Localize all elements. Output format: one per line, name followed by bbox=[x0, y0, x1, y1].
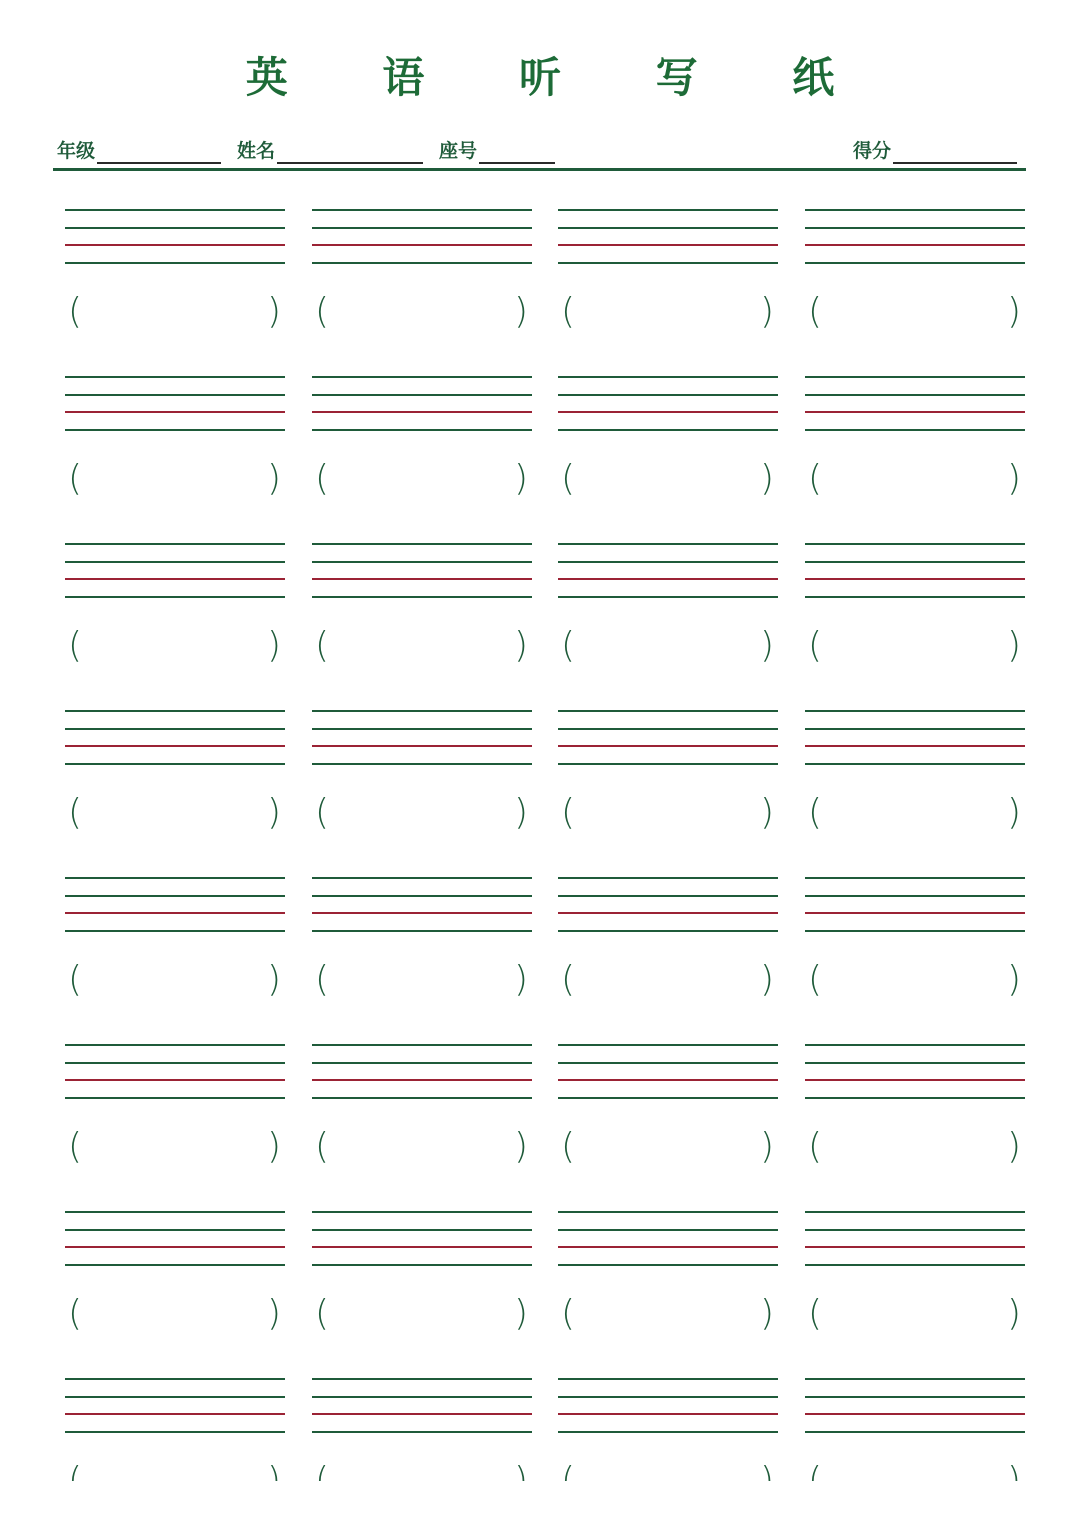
guide-line bbox=[805, 1396, 1025, 1398]
guide-line bbox=[65, 1044, 285, 1046]
answer-paren-right: ) bbox=[267, 625, 282, 666]
baseline-red bbox=[65, 1246, 285, 1248]
guide-line bbox=[312, 1264, 532, 1266]
baseline-red bbox=[312, 912, 532, 914]
answer-paren-left: ( bbox=[561, 1126, 576, 1167]
guide-line bbox=[558, 1229, 778, 1231]
guide-line bbox=[312, 376, 532, 378]
answer-paren-right: ) bbox=[267, 1293, 282, 1334]
answer-paren-left: ( bbox=[561, 458, 576, 499]
writing-cell[interactable] bbox=[558, 877, 778, 1017]
answer-paren-left: ( bbox=[68, 1126, 83, 1167]
answer-paren-left: ( bbox=[808, 291, 823, 332]
writing-cell[interactable] bbox=[805, 209, 1025, 349]
guide-line bbox=[65, 596, 285, 598]
guide-line bbox=[65, 1062, 285, 1064]
guide-line bbox=[65, 728, 285, 730]
guide-line bbox=[65, 543, 285, 545]
guide-line bbox=[805, 895, 1025, 897]
answer-paren-right: ) bbox=[760, 959, 775, 1000]
answer-paren-right: ) bbox=[1007, 959, 1022, 1000]
answer-paren-right: ) bbox=[1007, 1126, 1022, 1167]
answer-paren-left: ( bbox=[315, 625, 330, 666]
baseline-red bbox=[558, 578, 778, 580]
answer-paren-left: ( bbox=[561, 625, 576, 666]
guide-line bbox=[805, 710, 1025, 712]
answer-paren-left: ( bbox=[808, 1126, 823, 1167]
answer-paren-left: ( bbox=[808, 458, 823, 499]
baseline-red bbox=[558, 411, 778, 413]
guide-line bbox=[805, 561, 1025, 563]
grade-label: 年级 bbox=[57, 140, 96, 162]
answer-paren-right: ) bbox=[760, 291, 775, 332]
writing-cell[interactable] bbox=[65, 710, 285, 850]
guide-line bbox=[805, 1229, 1025, 1231]
guide-line bbox=[558, 394, 778, 396]
answer-paren-left: ( bbox=[561, 959, 576, 1000]
guide-line bbox=[65, 895, 285, 897]
baseline-red bbox=[65, 411, 285, 413]
writing-cell[interactable] bbox=[312, 710, 532, 850]
guide-line bbox=[805, 877, 1025, 879]
guide-line bbox=[65, 1264, 285, 1266]
writing-cell[interactable] bbox=[558, 209, 778, 349]
guide-line bbox=[312, 728, 532, 730]
guide-line bbox=[558, 1044, 778, 1046]
guide-line bbox=[805, 1378, 1025, 1380]
baseline-red bbox=[805, 1079, 1025, 1081]
guide-line bbox=[558, 429, 778, 431]
guide-line bbox=[805, 1264, 1025, 1266]
guide-line bbox=[805, 376, 1025, 378]
answer-paren-left: ( bbox=[808, 959, 823, 1000]
guide-line bbox=[312, 1431, 532, 1433]
guide-line bbox=[558, 1264, 778, 1266]
baseline-red bbox=[65, 1079, 285, 1081]
baseline-red bbox=[558, 1413, 778, 1415]
guide-line bbox=[65, 930, 285, 932]
guide-line bbox=[805, 394, 1025, 396]
writing-cell[interactable] bbox=[65, 209, 285, 349]
guide-line bbox=[558, 930, 778, 932]
guide-line bbox=[65, 429, 285, 431]
baseline-red bbox=[558, 244, 778, 246]
writing-cell[interactable] bbox=[65, 543, 285, 683]
writing-cell[interactable] bbox=[312, 209, 532, 349]
writing-cell[interactable] bbox=[312, 543, 532, 683]
guide-line bbox=[65, 209, 285, 211]
guide-line bbox=[558, 895, 778, 897]
guide-line bbox=[805, 1211, 1025, 1213]
answer-paren-right: ) bbox=[760, 625, 775, 666]
guide-line bbox=[312, 394, 532, 396]
writing-cell[interactable] bbox=[558, 376, 778, 516]
answer-paren-right: ) bbox=[514, 792, 529, 833]
baseline-red bbox=[805, 1246, 1025, 1248]
baseline-red bbox=[65, 912, 285, 914]
guide-line bbox=[312, 895, 532, 897]
guide-line bbox=[312, 710, 532, 712]
answer-paren-right: ) bbox=[1007, 291, 1022, 332]
answer-paren-right: ) bbox=[267, 291, 282, 332]
answer-paren-right: ) bbox=[514, 1126, 529, 1167]
guide-line bbox=[558, 209, 778, 211]
answer-paren-left: ( bbox=[315, 291, 330, 332]
baseline-red bbox=[558, 1079, 778, 1081]
answer-paren-left: ( bbox=[808, 792, 823, 833]
guide-line bbox=[805, 543, 1025, 545]
guide-line bbox=[805, 227, 1025, 229]
guide-line bbox=[312, 429, 532, 431]
guide-line bbox=[65, 763, 285, 765]
guide-line bbox=[312, 227, 532, 229]
answer-paren-left: ( bbox=[808, 625, 823, 666]
guide-line bbox=[558, 728, 778, 730]
guide-line bbox=[805, 930, 1025, 932]
page-title: 英 语 听 写 纸 bbox=[245, 53, 875, 102]
guide-line bbox=[805, 763, 1025, 765]
guide-line bbox=[312, 209, 532, 211]
writing-cell[interactable] bbox=[312, 877, 532, 1017]
writing-cell[interactable] bbox=[65, 877, 285, 1017]
guide-line bbox=[312, 1097, 532, 1099]
guide-line bbox=[65, 376, 285, 378]
guide-line bbox=[558, 596, 778, 598]
guide-line bbox=[312, 1062, 532, 1064]
guide-line bbox=[65, 227, 285, 229]
guide-line bbox=[65, 561, 285, 563]
baseline-red bbox=[312, 1413, 532, 1415]
guide-line bbox=[558, 1396, 778, 1398]
answer-paren-left: ( bbox=[68, 1293, 83, 1334]
writing-cell[interactable] bbox=[558, 1044, 778, 1184]
guide-line bbox=[558, 227, 778, 229]
answer-paren-left: ( bbox=[315, 1126, 330, 1167]
answer-paren-left: ( bbox=[808, 1293, 823, 1334]
answer-paren-right: ) bbox=[1007, 458, 1022, 499]
answer-paren-right: ) bbox=[1007, 1293, 1022, 1334]
guide-line bbox=[65, 394, 285, 396]
guide-line bbox=[805, 209, 1025, 211]
answer-paren-left: ( bbox=[68, 959, 83, 1000]
answer-paren-right: ) bbox=[267, 792, 282, 833]
baseline-red bbox=[558, 1246, 778, 1248]
guide-line bbox=[558, 1062, 778, 1064]
writing-cell[interactable] bbox=[805, 1044, 1025, 1184]
baseline-red bbox=[805, 411, 1025, 413]
answer-paren-right: ) bbox=[514, 291, 529, 332]
guide-line bbox=[805, 1431, 1025, 1433]
writing-cell[interactable] bbox=[65, 1211, 285, 1351]
guide-line bbox=[65, 262, 285, 264]
baseline-red bbox=[805, 244, 1025, 246]
writing-cell[interactable] bbox=[312, 376, 532, 516]
writing-cell[interactable] bbox=[65, 376, 285, 516]
guide-line bbox=[65, 1378, 285, 1380]
guide-line bbox=[312, 877, 532, 879]
guide-line bbox=[805, 596, 1025, 598]
baseline-red bbox=[312, 411, 532, 413]
guide-line bbox=[558, 877, 778, 879]
answer-paren-left: ( bbox=[68, 792, 83, 833]
guide-line bbox=[65, 1211, 285, 1213]
score-label: 得分 bbox=[853, 140, 892, 162]
baseline-red bbox=[65, 578, 285, 580]
baseline-red bbox=[558, 745, 778, 747]
guide-line bbox=[312, 596, 532, 598]
answer-paren-right: ) bbox=[1007, 625, 1022, 666]
baseline-red bbox=[65, 1413, 285, 1415]
guide-line bbox=[312, 763, 532, 765]
writing-cell[interactable] bbox=[312, 1211, 532, 1351]
guide-line bbox=[312, 1396, 532, 1398]
guide-line bbox=[65, 710, 285, 712]
answer-paren-right: ) bbox=[267, 1126, 282, 1167]
guide-line bbox=[805, 1097, 1025, 1099]
writing-cell[interactable] bbox=[805, 1211, 1025, 1351]
guide-line bbox=[312, 1044, 532, 1046]
answer-paren-left: ( bbox=[315, 792, 330, 833]
guide-line bbox=[558, 763, 778, 765]
guide-line bbox=[312, 1229, 532, 1231]
answer-paren-right: ) bbox=[267, 458, 282, 499]
guide-line bbox=[558, 1431, 778, 1433]
baseline-red bbox=[312, 578, 532, 580]
writing-cell[interactable] bbox=[558, 543, 778, 683]
guide-line bbox=[65, 877, 285, 879]
answer-paren-left: ( bbox=[561, 792, 576, 833]
guide-line bbox=[805, 262, 1025, 264]
answer-paren-left: ( bbox=[315, 959, 330, 1000]
answer-paren-left: ( bbox=[315, 458, 330, 499]
answer-paren-left: ( bbox=[561, 1293, 576, 1334]
guide-line bbox=[312, 561, 532, 563]
guide-line bbox=[558, 1097, 778, 1099]
page-bottom-edge bbox=[0, 1481, 1080, 1528]
answer-paren-right: ) bbox=[760, 1293, 775, 1334]
writing-cell[interactable] bbox=[805, 543, 1025, 683]
baseline-red bbox=[312, 1079, 532, 1081]
guide-line bbox=[558, 543, 778, 545]
answer-paren-right: ) bbox=[514, 1293, 529, 1334]
seat-label: 座号 bbox=[439, 140, 478, 162]
guide-line bbox=[312, 1378, 532, 1380]
answer-paren-right: ) bbox=[760, 458, 775, 499]
baseline-red bbox=[312, 745, 532, 747]
guide-line bbox=[558, 376, 778, 378]
guide-line bbox=[558, 710, 778, 712]
guide-line bbox=[65, 1229, 285, 1231]
answer-paren-right: ) bbox=[760, 792, 775, 833]
guide-line bbox=[65, 1097, 285, 1099]
answer-paren-left: ( bbox=[561, 291, 576, 332]
writing-cell[interactable] bbox=[805, 376, 1025, 516]
guide-line bbox=[312, 543, 532, 545]
baseline-red bbox=[805, 912, 1025, 914]
guide-line bbox=[805, 1044, 1025, 1046]
answer-paren-right: ) bbox=[514, 458, 529, 499]
guide-line bbox=[312, 1211, 532, 1213]
answer-paren-right: ) bbox=[1007, 792, 1022, 833]
guide-line bbox=[558, 1211, 778, 1213]
writing-cell[interactable] bbox=[558, 1211, 778, 1351]
answer-paren-left: ( bbox=[68, 458, 83, 499]
guide-line bbox=[312, 930, 532, 932]
guide-line bbox=[805, 728, 1025, 730]
answer-paren-right: ) bbox=[514, 625, 529, 666]
baseline-red bbox=[805, 578, 1025, 580]
guide-line bbox=[65, 1396, 285, 1398]
name-label: 姓名 bbox=[237, 140, 276, 162]
writing-cell[interactable] bbox=[65, 1044, 285, 1184]
guide-line bbox=[558, 1378, 778, 1380]
writing-cell[interactable] bbox=[558, 710, 778, 850]
writing-cell[interactable] bbox=[312, 1044, 532, 1184]
baseline-red bbox=[558, 912, 778, 914]
guide-line bbox=[65, 1431, 285, 1433]
guide-line bbox=[805, 429, 1025, 431]
answer-paren-right: ) bbox=[760, 1126, 775, 1167]
baseline-red bbox=[312, 1246, 532, 1248]
answer-paren-left: ( bbox=[68, 291, 83, 332]
writing-cell[interactable] bbox=[805, 877, 1025, 1017]
baseline-red bbox=[65, 244, 285, 246]
guide-line bbox=[558, 561, 778, 563]
guide-line bbox=[312, 262, 532, 264]
baseline-red bbox=[65, 745, 285, 747]
answer-paren-right: ) bbox=[514, 959, 529, 1000]
baseline-red bbox=[805, 1413, 1025, 1415]
writing-cell[interactable] bbox=[805, 710, 1025, 850]
baseline-red bbox=[312, 244, 532, 246]
baseline-red bbox=[805, 745, 1025, 747]
answer-paren-left: ( bbox=[315, 1293, 330, 1334]
answer-paren-right: ) bbox=[267, 959, 282, 1000]
guide-line bbox=[805, 1062, 1025, 1064]
answer-paren-left: ( bbox=[68, 625, 83, 666]
guide-line bbox=[558, 262, 778, 264]
